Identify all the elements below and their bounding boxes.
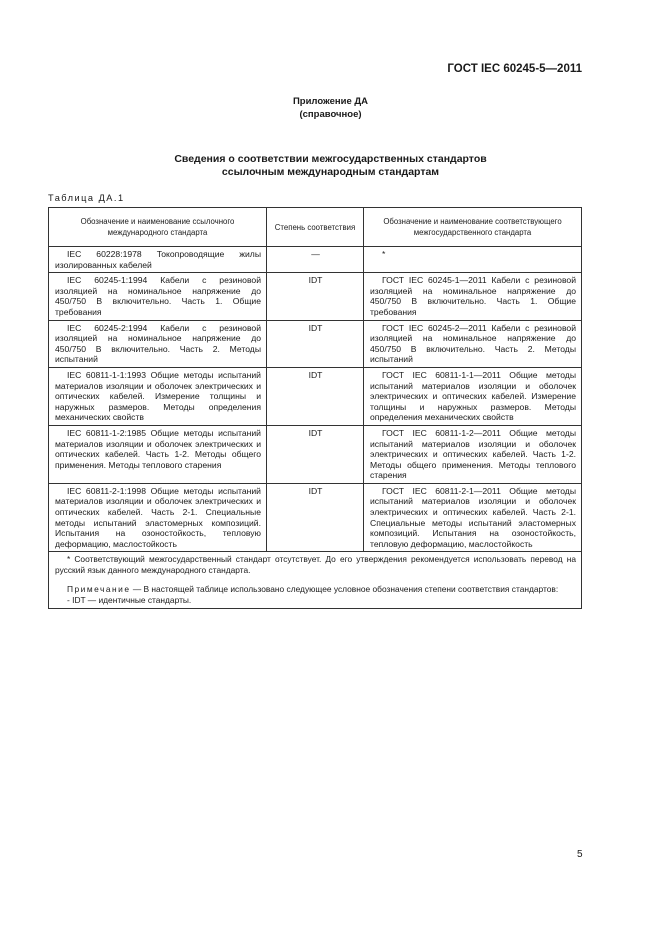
column-header-degree: Степень соответствия [267,208,364,247]
document-code: ГОСТ IEC 60245-5—2011 [447,63,582,75]
cell-international: IEC 60228:1978 Токопроводящие жилы изолированных кабелей [49,247,267,273]
table-label [48,193,125,203]
cell-international: IEC 60811-1-2:1985 Общие методы испытаний материалов изоляции и оболочек электрических и оптических кабелей. Часть 1-2. Методы общего применения. Методы теплового старения [49,425,267,483]
annex-name: Приложение ДА [292,96,369,107]
table-label-text: Таблица ДА.1 [48,193,125,203]
correspondence-table [48,207,582,609]
table-row [49,247,582,273]
cell-degree: IDT [267,320,364,367]
cell-national: ГОСТ IEC 60811-2-1—2011 Общие методы испытаний материалов изоляции и оболочек электрических и оптических кабелей. Часть 2-1. Специальные методы испытаний эластомерных композиций. Испытания на озоностойкость, тепловую деформацию, маслостойкость [364,483,582,552]
heading-line-1: Сведения о соответствии межгосударственных стандартов [174,153,487,165]
annex-title [0,95,661,121]
table-row [49,320,582,367]
column-header-national: Обозначение и наименование соответствующего межгосударственного стандарта [364,208,582,247]
note-label: Примечание [67,584,131,595]
note-item: - IDT — идентичные стандарты. [67,595,192,606]
table-row [49,273,582,320]
cell-national: ГОСТ IEC 60245-2—2011 Кабели с резиновой изоляцией на номинальное напряжение до 450/750 В включительно. Часть 2. Методы испытаний [364,320,582,367]
table-header-row [49,208,582,247]
cell-degree: — [267,247,364,273]
cell-national: * [364,247,582,273]
heading-line-2: ссылочным международным стандартам [221,166,440,178]
column-header-international: Обозначение и наименование ссылочного международного стандарта [49,208,267,247]
cell-degree: IDT [267,483,364,552]
cell-national: ГОСТ IEC 60245-1—2011 Кабели с резиновой изоляцией на номинальное напряжение до 450/750 В включительно. Часть 1. Общие требования [364,273,582,320]
table-footnote-cell [49,552,582,609]
cell-national: ГОСТ IEC 60811-1-2—2011 Общие методы испытаний материалов изоляции и оболочек электрических и оптических кабелей. Часть 1-2. Методы общего применения. Методы теплового старения [364,425,582,483]
cell-national: ГОСТ IEC 60811-1-1—2011 Общие методы испытаний материалов изоляции и оболочек электрических и оптических кабелей. Измерение толщины и наружных размеров. Методы определения механических свойств [364,367,582,425]
cell-international: IEC 60811-1-1:1993 Общие методы испытаний материалов изоляции и оболочек электрических и оптических кабелей. Измерение толщины и наружных размеров. Методы определения механических свойств [49,367,267,425]
table-row [49,425,582,483]
table-footnote-row [49,552,582,609]
cell-degree: IDT [267,425,364,483]
cell-international: IEC 60245-1:1994 Кабели с резиновой изоляцией на номинальное напряжение до 450/750 В включительно. Часть 1. Общие требования [49,273,267,320]
footnote-text: * Соответствующий межгосударственный стандарт отсутствует. До его утверждения рекомендуется использовать перевод на русский язык данного международного стандарта. [55,554,576,576]
note-text: — В настоящей таблице использовано следующее условное обозначения степени соответствия стандартов: [132,584,559,595]
cell-international: IEC 60811-2-1:1998 Общие методы испытаний материалов изоляции и оболочек электрических и оптических кабелей. Часть 2-1. Специальные методы испытаний эластомерных композиций. Испытания на озоностойкость, тепловую деформацию, маслостойкость [49,483,267,552]
cell-degree: IDT [267,273,364,320]
table-row [49,367,582,425]
cell-degree: IDT [267,367,364,425]
section-heading [0,153,661,179]
table-row [49,483,582,552]
annex-type: (справочное) [299,109,362,120]
note-paragraph [55,584,576,595]
page-number: 5 [577,849,583,860]
cell-international: IEC 60245-2:1994 Кабели с резиновой изоляцией на номинальное напряжение до 450/750 В включительно. Часть 2. Методы испытаний [49,320,267,367]
